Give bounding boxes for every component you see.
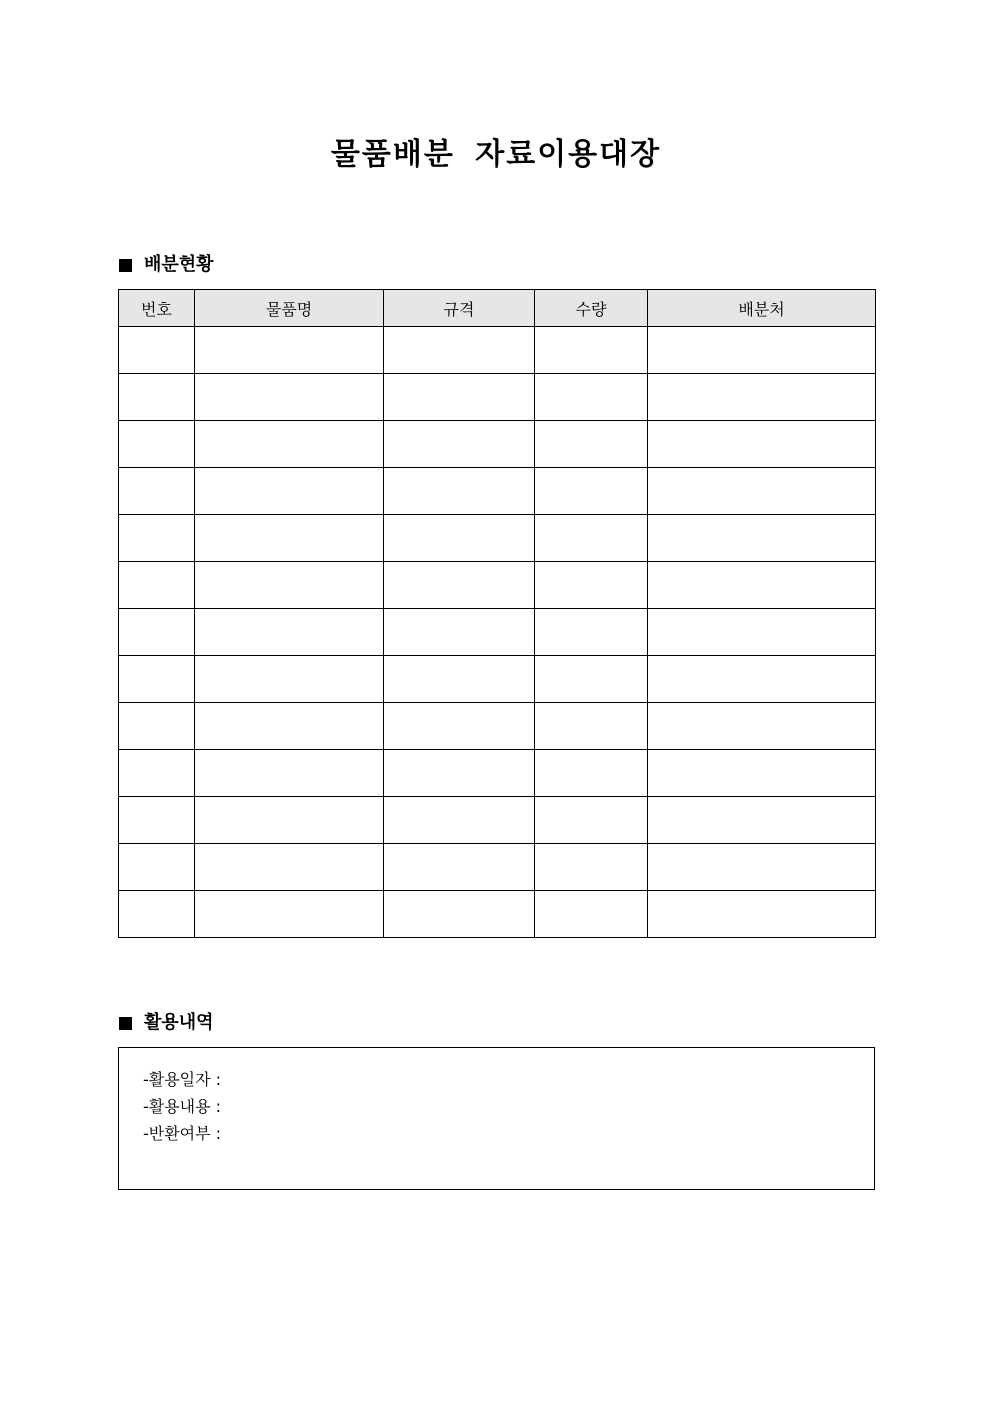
number-cell[interactable] <box>119 844 195 891</box>
number-cell[interactable] <box>119 468 195 515</box>
number-cell[interactable] <box>119 891 195 938</box>
recipient-cell[interactable] <box>648 421 876 468</box>
recipient-cell[interactable] <box>648 468 876 515</box>
table-row <box>119 703 876 750</box>
square-bullet-icon <box>119 1017 132 1030</box>
quantity-cell[interactable] <box>535 468 648 515</box>
recipient-cell[interactable] <box>648 515 876 562</box>
column-header-quantity: 수량 <box>535 290 648 327</box>
quantity-cell[interactable] <box>535 703 648 750</box>
recipient-cell[interactable] <box>648 562 876 609</box>
item-name-cell[interactable] <box>195 891 384 938</box>
quantity-cell[interactable] <box>535 562 648 609</box>
number-cell[interactable] <box>119 515 195 562</box>
recipient-cell[interactable] <box>648 750 876 797</box>
number-cell[interactable] <box>119 797 195 844</box>
column-header-item-name: 물품명 <box>195 290 384 327</box>
table-row <box>119 468 876 515</box>
table-row <box>119 844 876 891</box>
quantity-cell[interactable] <box>535 421 648 468</box>
item-name-cell[interactable] <box>195 421 384 468</box>
spec-cell[interactable] <box>384 515 535 562</box>
return-status-line: -반환여부 : <box>143 1124 222 1143</box>
number-cell[interactable] <box>119 703 195 750</box>
recipient-cell[interactable] <box>648 844 876 891</box>
item-name-cell[interactable] <box>195 656 384 703</box>
quantity-cell[interactable] <box>535 374 648 421</box>
section-heading-usage <box>119 1011 214 1035</box>
quantity-cell[interactable] <box>535 515 648 562</box>
recipient-cell[interactable] <box>648 703 876 750</box>
table-row <box>119 609 876 656</box>
column-header-number: 번호 <box>119 290 195 327</box>
spec-cell[interactable] <box>384 844 535 891</box>
spec-cell[interactable] <box>384 374 535 421</box>
quantity-cell[interactable] <box>535 750 648 797</box>
number-cell[interactable] <box>119 609 195 656</box>
table-row <box>119 750 876 797</box>
recipient-cell[interactable] <box>648 891 876 938</box>
item-name-cell[interactable] <box>195 703 384 750</box>
square-bullet-icon <box>119 259 132 272</box>
recipient-cell[interactable] <box>648 656 876 703</box>
section-heading-distribution <box>119 253 214 277</box>
spec-cell[interactable] <box>384 421 535 468</box>
table-row <box>119 327 876 374</box>
recipient-cell[interactable] <box>648 327 876 374</box>
table-header-row <box>119 290 876 327</box>
item-name-cell[interactable] <box>195 750 384 797</box>
number-cell[interactable] <box>119 327 195 374</box>
table-row <box>119 562 876 609</box>
spec-cell[interactable] <box>384 750 535 797</box>
item-name-cell[interactable] <box>195 327 384 374</box>
recipient-cell[interactable] <box>648 797 876 844</box>
item-name-cell[interactable] <box>195 562 384 609</box>
usage-content-line: -활용내용 : <box>143 1097 222 1116</box>
usage-date-line: -활용일자 : <box>143 1070 222 1089</box>
table-row <box>119 374 876 421</box>
number-cell[interactable] <box>119 421 195 468</box>
quantity-cell[interactable] <box>535 656 648 703</box>
number-cell[interactable] <box>119 562 195 609</box>
spec-cell[interactable] <box>384 609 535 656</box>
item-name-cell[interactable] <box>195 468 384 515</box>
item-name-cell[interactable] <box>195 609 384 656</box>
section-heading-label: 활용내역 <box>144 1012 214 1033</box>
quantity-cell[interactable] <box>535 609 648 656</box>
recipient-cell[interactable] <box>648 609 876 656</box>
spec-cell[interactable] <box>384 327 535 374</box>
section-heading-label: 배분현황 <box>144 254 214 275</box>
document-title: 물품배분 자료이용대장 <box>330 137 662 172</box>
item-name-cell[interactable] <box>195 515 384 562</box>
item-name-cell[interactable] <box>195 797 384 844</box>
usage-lines <box>143 1066 221 1147</box>
item-name-cell[interactable] <box>195 844 384 891</box>
quantity-cell[interactable] <box>535 891 648 938</box>
column-header-recipient: 배분처 <box>648 290 876 327</box>
distribution-table <box>118 289 876 938</box>
table-row <box>119 797 876 844</box>
quantity-cell[interactable] <box>535 797 648 844</box>
item-name-cell[interactable] <box>195 374 384 421</box>
quantity-cell[interactable] <box>535 844 648 891</box>
number-cell[interactable] <box>119 656 195 703</box>
spec-cell[interactable] <box>384 468 535 515</box>
table-row <box>119 421 876 468</box>
spec-cell[interactable] <box>384 562 535 609</box>
table-row <box>119 891 876 938</box>
spec-cell[interactable] <box>384 656 535 703</box>
number-cell[interactable] <box>119 374 195 421</box>
column-header-spec: 규격 <box>384 290 535 327</box>
quantity-cell[interactable] <box>535 327 648 374</box>
spec-cell[interactable] <box>384 891 535 938</box>
number-cell[interactable] <box>119 750 195 797</box>
spec-cell[interactable] <box>384 797 535 844</box>
table-row <box>119 515 876 562</box>
table-row <box>119 656 876 703</box>
recipient-cell[interactable] <box>648 374 876 421</box>
table-body <box>119 327 876 938</box>
spec-cell[interactable] <box>384 703 535 750</box>
usage-details-box <box>118 1047 875 1190</box>
